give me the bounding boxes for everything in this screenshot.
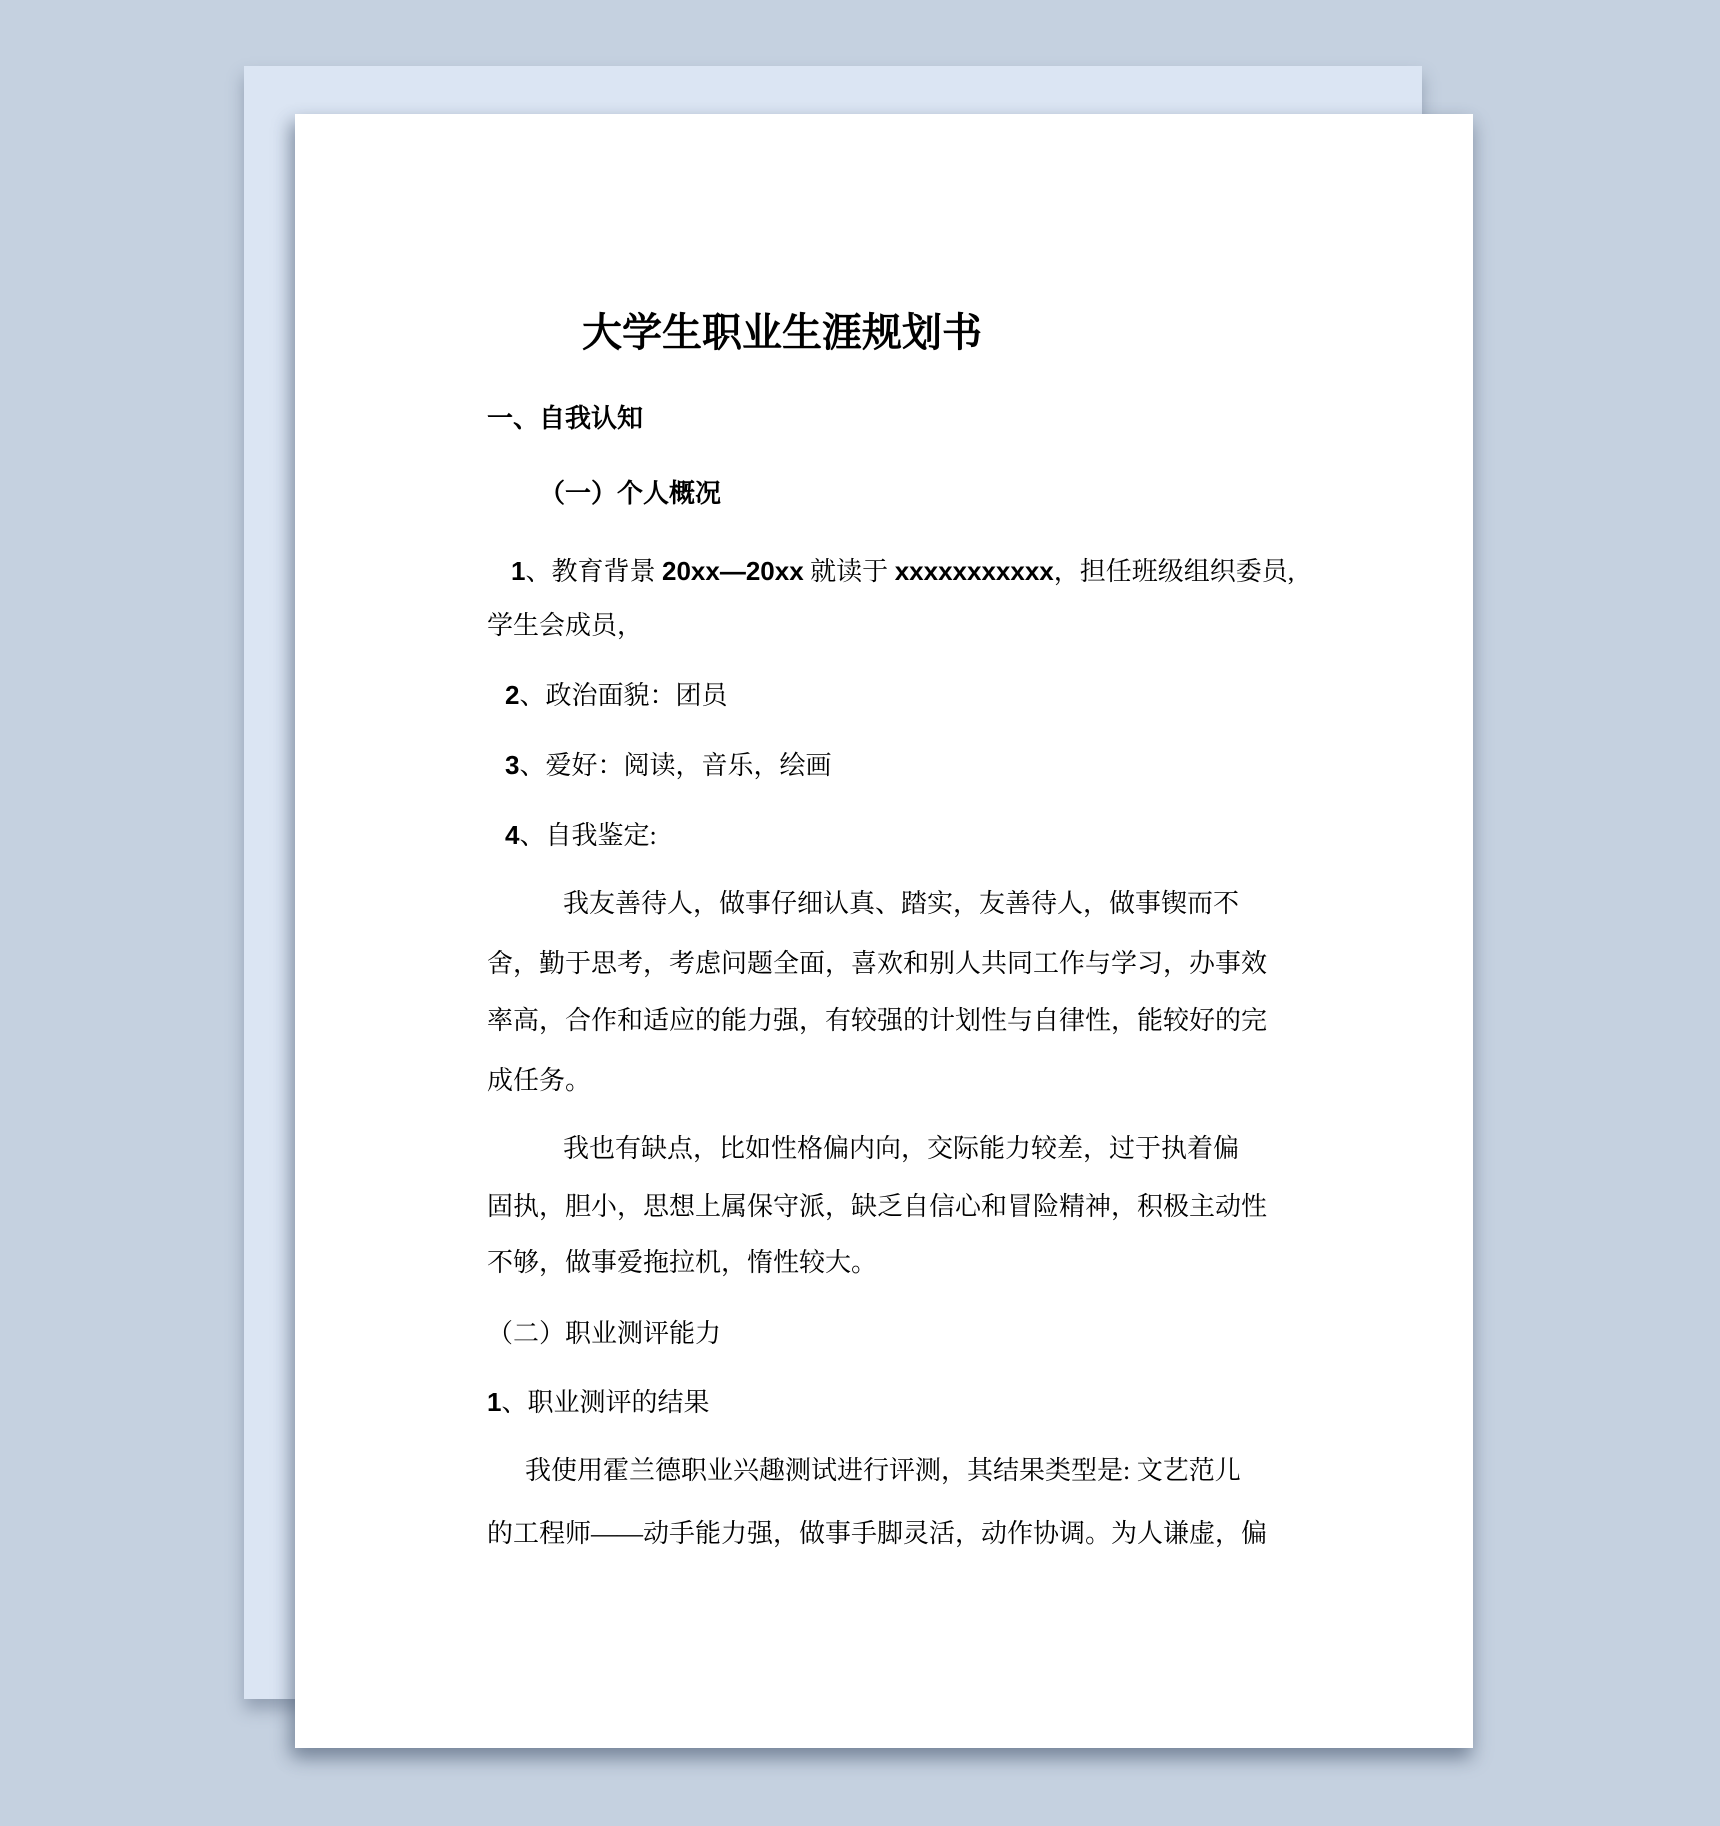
document-page xyxy=(295,114,1473,1748)
item-self-assessment xyxy=(505,819,657,853)
para-strengths-line-1 xyxy=(563,887,1239,921)
para-strengths-line-1-run: 我友善待人，做事仔细认真、踏实，友善待人，做事锲而不 xyxy=(563,889,1240,918)
item-education-background-run: ，担任班级组织委员, xyxy=(1053,557,1295,586)
heading-2-career-assessment-run: （二）职业测评能力 xyxy=(487,1319,722,1348)
para-assessment-line-2 xyxy=(487,1517,1267,1551)
item-political-status-run: 、政治面貌：团员 xyxy=(519,681,728,710)
heading-1-self-awareness-run: 一、自我认知 xyxy=(487,404,644,433)
item-education-background-run: 就读于 xyxy=(803,557,895,586)
para-strengths-line-2-run: 舍，勤于思考，考虑问题全面，喜欢和别人共同工作与学习，办事效 xyxy=(487,949,1268,978)
para-weaknesses-line-2 xyxy=(487,1190,1267,1224)
para-strengths-line-2 xyxy=(487,947,1267,981)
para-strengths-line-3 xyxy=(487,1004,1267,1038)
item-education-background-run: 20xx—20xx xyxy=(661,556,804,586)
heading-1-self-awareness xyxy=(487,402,643,436)
item-self-assessment-run: 4 xyxy=(505,820,520,850)
item-hobbies-run: 、爱好：阅读，音乐，绘画 xyxy=(519,751,832,780)
item-assessment-result-run: 、职业测评的结果 xyxy=(501,1388,710,1417)
item-hobbies xyxy=(505,749,831,783)
para-strengths-line-3-run: 率高，合作和适应的能力强，有较强的计划性与自律性，能较好的完 xyxy=(487,1006,1268,1035)
item-education-background-run: xxxxxxxxxxx xyxy=(894,556,1054,586)
para-weaknesses-line-3 xyxy=(487,1246,877,1280)
line-student-union-member xyxy=(487,609,643,643)
para-assessment-line-2-run: 的工程师——动手能力强，做事手脚灵活，动作协调。为人谦虚，偏 xyxy=(487,1519,1268,1548)
item-political-status xyxy=(505,679,727,713)
document-title: 大学生职业生涯规划书 xyxy=(582,310,982,355)
item-assessment-result xyxy=(487,1386,709,1420)
para-weaknesses-line-2-run: 固执，胆小，思想上属保守派，缺乏自信心和冒险精神，积极主动性 xyxy=(487,1192,1268,1221)
heading-2-personal-overview xyxy=(539,477,721,511)
para-assessment-line-1 xyxy=(525,1454,1241,1488)
heading-2-career-assessment xyxy=(487,1317,721,1351)
item-education-background-run: 1 xyxy=(511,556,526,586)
para-strengths-line-4-run: 成任务。 xyxy=(487,1066,592,1095)
item-assessment-result-run: 1 xyxy=(487,1387,502,1417)
para-weaknesses-line-1-run: 我也有缺点，比如性格偏内向，交际能力较差，过于执着偏 xyxy=(563,1134,1240,1163)
item-education-background-run: 、教育背景 xyxy=(525,557,662,586)
para-weaknesses-line-1 xyxy=(563,1132,1239,1166)
para-strengths-line-4 xyxy=(487,1064,591,1098)
item-self-assessment-run: 、自我鉴定: xyxy=(519,821,657,850)
heading-2-personal-overview-run: （一）个人概况 xyxy=(539,479,722,508)
para-assessment-line-1-run: 我使用霍兰德职业兴趣测试进行评测，其结果类型是: 文艺范儿 xyxy=(525,1456,1241,1485)
item-hobbies-run: 3 xyxy=(505,750,520,780)
item-education-background xyxy=(511,555,1294,589)
line-student-union-member-run: 学生会成员， xyxy=(487,611,644,640)
para-weaknesses-line-3-run: 不够，做事爱拖拉机，惰性较大。 xyxy=(487,1248,878,1277)
item-political-status-run: 2 xyxy=(505,680,520,710)
